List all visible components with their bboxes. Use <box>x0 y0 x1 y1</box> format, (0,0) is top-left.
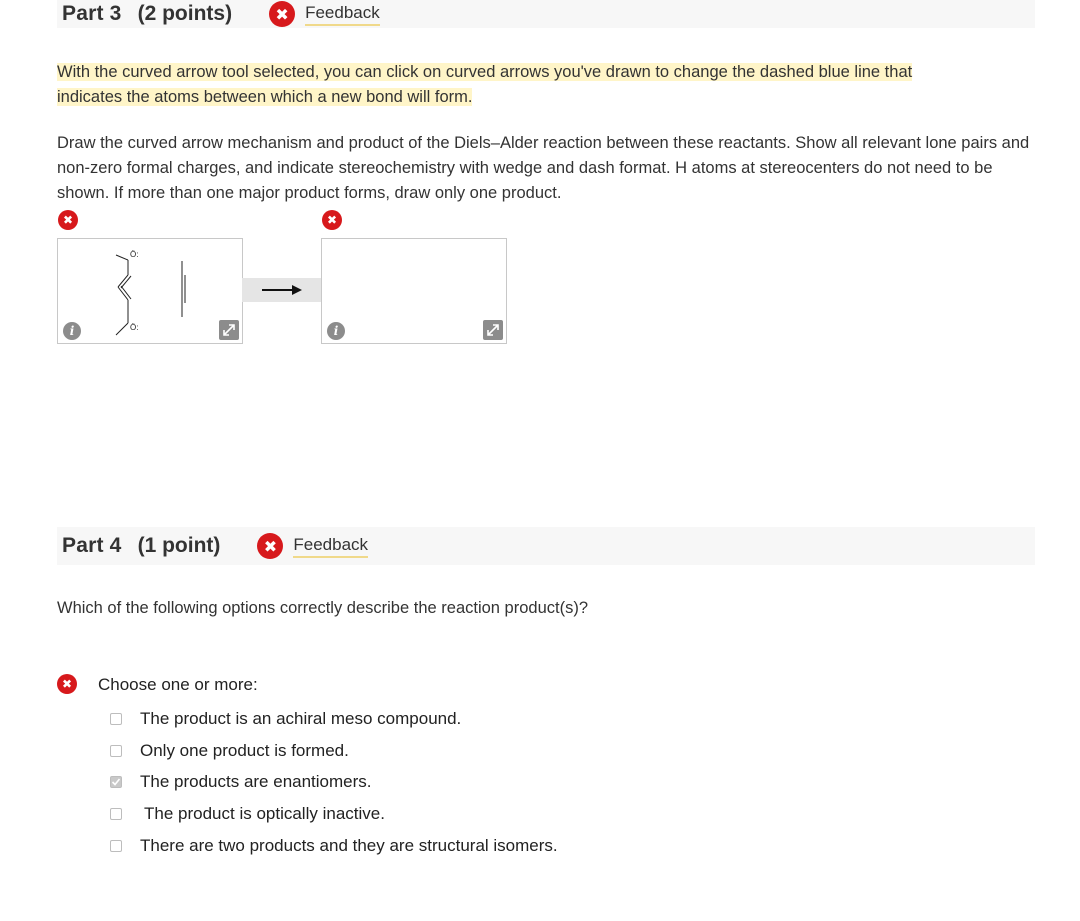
diene-bond <box>116 255 128 260</box>
product-expand-icon[interactable] <box>483 320 503 340</box>
option-label: Only one product is formed. <box>140 741 349 760</box>
option-checkbox[interactable] <box>110 713 122 725</box>
option-checkbox-checked[interactable] <box>110 776 122 788</box>
part4-header <box>57 527 1035 565</box>
part3-question: Draw the curved arrow mechanism and product of the Diels–Alder reaction between these reactants. Show all relevant lone pairs and non-zero formal charges, and indicate stereochemistry with wedge and dash format. H atoms at stereocenters do not need to be shown. If more than one major product forms, draw only one product. <box>57 134 1030 202</box>
option-label: There are two products and they are structural isomers. <box>140 836 558 855</box>
product-info-icon[interactable]: i <box>327 322 345 340</box>
hint-line-2: indicates the atoms between which a new bond will form. <box>57 88 473 106</box>
option-checkbox[interactable] <box>110 808 122 820</box>
reactant-structures <box>58 239 242 343</box>
part3-header <box>57 0 1035 28</box>
part4-feedback-link[interactable]: Feedback <box>293 535 368 558</box>
product-error-x-icon: ✖ <box>322 210 342 230</box>
option-checkbox[interactable] <box>110 840 122 852</box>
hint-line-1: With the curved arrow tool selected, you can click on curved arrows you've drawn to change the dashed blue line that <box>57 63 913 81</box>
diene-bond <box>116 323 128 335</box>
part3-feedback-link[interactable]: Feedback <box>305 3 380 26</box>
reactant-error-x-icon: ✖ <box>58 210 78 230</box>
reaction-arrow-box <box>242 278 322 302</box>
part4-title: Part 4 <box>62 534 122 557</box>
part3-title: Part 3 <box>62 2 122 25</box>
reactant-atom-bottom: Ö: <box>130 323 139 332</box>
option-enantiomers[interactable] <box>110 772 372 792</box>
option-label: The products are enantiomers. <box>140 772 372 791</box>
reactant-drawing-panel[interactable] <box>57 238 243 344</box>
reactant-info-icon[interactable]: i <box>63 322 81 340</box>
product-drawing-panel[interactable] <box>321 238 507 344</box>
part4-points: (1 point) <box>137 534 221 557</box>
reactant-atom-top: Ö: <box>130 250 139 259</box>
reactant-expand-icon[interactable] <box>219 320 239 340</box>
option-one-product[interactable] <box>110 741 349 761</box>
option-label: The product is an achiral meso compound. <box>140 709 462 728</box>
check-icon <box>111 777 121 787</box>
part4-question: Which of the following options correctly describe the reaction product(s)? <box>57 599 589 617</box>
part4-error-x-icon: ✖ <box>57 674 77 694</box>
option-checkbox[interactable] <box>110 745 122 757</box>
reaction-arrow-icon <box>242 278 322 302</box>
error-x-icon: ✖ <box>269 1 295 27</box>
error-x-icon: ✖ <box>257 533 283 559</box>
option-optically-inactive[interactable] <box>110 804 385 824</box>
option-label: The product is optically inactive. <box>144 804 385 823</box>
option-structural-isomers[interactable] <box>110 836 558 856</box>
choose-label: Choose one or more: <box>98 675 258 694</box>
part3-points: (2 points) <box>137 2 233 25</box>
hint-text <box>57 60 912 110</box>
option-achiral-meso[interactable] <box>110 709 461 729</box>
